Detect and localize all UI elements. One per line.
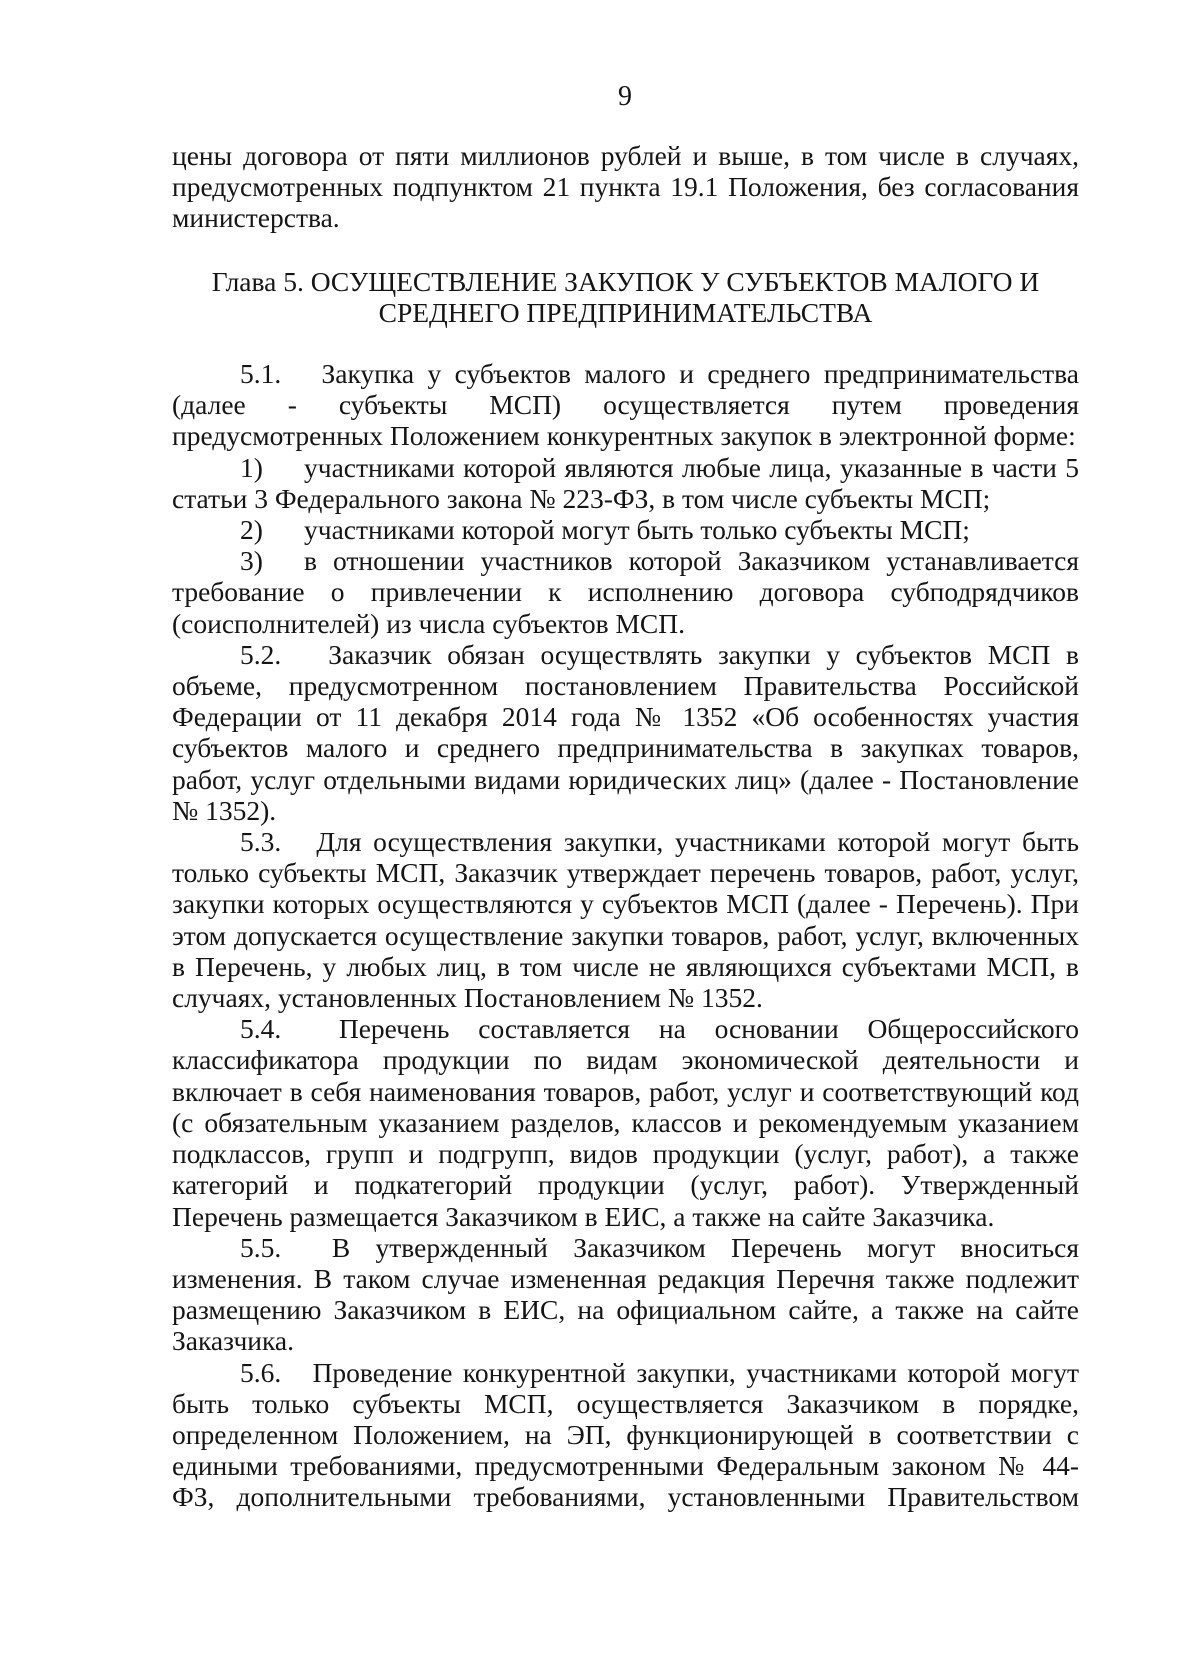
- list-text: участниками которой могут быть только субъекты МСП;: [304, 514, 970, 546]
- list-number: 1): [240, 451, 263, 483]
- section-5-2: [172, 639, 1079, 826]
- section-number: 5.4.: [240, 1013, 282, 1045]
- page-number: 9: [618, 81, 632, 112]
- document-body: [172, 140, 1079, 1513]
- list-item-1: [172, 452, 1079, 514]
- list-item-3: [172, 545, 1079, 639]
- section-text: Проведение конкурентной закупки, участниками которой могут быть только субъекты МСП, осуществляется Заказчиком в порядке, определенном Положением, на ЭП, функционирующей в соответствии с едиными требованиями, предусмотренными Федеральным законом № 44-ФЗ, дополнительными требованиями, установленными Правительством: [172, 1356, 1079, 1513]
- list-number: 2): [240, 514, 263, 546]
- list-item-2: [172, 514, 1079, 545]
- section-5-4: [172, 1013, 1079, 1231]
- section-number: 5.3.: [240, 826, 282, 858]
- list-text: в отношении участников которой Заказчиком устанавливается требование о привлечении к исполнению договора субподрядчиков (соисполнителей) из числа субъектов МСП.: [172, 545, 1079, 639]
- section-number: 5.1.: [240, 358, 282, 390]
- section-5-6: [172, 1357, 1079, 1513]
- section-5-1: [172, 358, 1079, 452]
- chapter-heading-line-2: СРЕДНЕГО ПРЕДПРИНИМАТЕЛЬСТВА: [378, 296, 873, 328]
- list-text: участниками которой являются любые лица, указанные в части 5 статьи 3 Федерального закона № 223-ФЗ, в том числе субъекты МСП;: [172, 451, 1079, 514]
- chapter-heading-line-1: Глава 5. ОСУЩЕСТВЛЕНИЕ ЗАКУПОК У СУБЪЕКТОВ МАЛОГО И: [211, 265, 1040, 297]
- section-text: В утвержденный Заказчиком Перечень могут вноситься изменения. В таком случае измененная редакция Перечня также подлежит размещению Заказчиком в ЕИС, на официальном сайте, а также на сайте Заказчика.: [172, 1231, 1080, 1357]
- section-number: 5.2.: [240, 638, 282, 670]
- intro-paragraph: цены договора от пяти миллионов рублей и выше, в том числе в случаях, предусмотренных подпунктом 21 пункта 19.1 Положения, без согласования министерства.: [172, 140, 1079, 234]
- section-text: Заказчик обязан осуществлять закупки у субъектов МСП в объеме, предусмотренном постановлением Правительства Российской Федерации от 11 декабря 2014 года № 1352 «Об особенностях участия субъектов малого и среднего предпринимательства в закупках товаров, работ, услуг отдельными видами юридических лиц» (далее - Постановление № 1352).: [172, 638, 1079, 826]
- section-text: Перечень составляется на основании Общероссийского классификатора продукции по видам экономической деятельности и включает в себя наименования товаров, работ, услуг и соответствующий код (с обязательным указанием разделов, классов и рекомендуемым указанием подклассов, групп и подгрупп, видов продукции (услуг, работ), а также категорий и подкатегорий продукции (услуг, работ). Утвержденный Перечень размещается Заказчиком в ЕИС, а также на сайте Заказчика.: [172, 1013, 1080, 1232]
- section-text: Закупка у субъектов малого и среднего предпринимательства (далее - субъекты МСП) осуществляется путем проведения предусмотренных Положением конкурентных закупок в электронной форме:: [172, 358, 1079, 452]
- section-number: 5.5.: [240, 1231, 282, 1263]
- section-5-3: [172, 826, 1079, 1013]
- chapter-heading: [172, 266, 1079, 328]
- section-text: Для осуществления закупки, участниками которой могут быть только субъекты МСП, Заказчик утверждает перечень товаров, работ, услуг, закупки которых осуществляются у субъектов МСП (далее - Перечень). При этом допускается осуществление закупки товаров, работ, услуг, включенных в Перечень, у любых лиц, в том числе не являющихся субъектами МСП, в случаях, установленных Постановлением № 1352.: [172, 826, 1079, 1014]
- section-5-5: [172, 1232, 1079, 1357]
- section-number: 5.6.: [240, 1356, 282, 1388]
- list-number: 3): [240, 545, 263, 577]
